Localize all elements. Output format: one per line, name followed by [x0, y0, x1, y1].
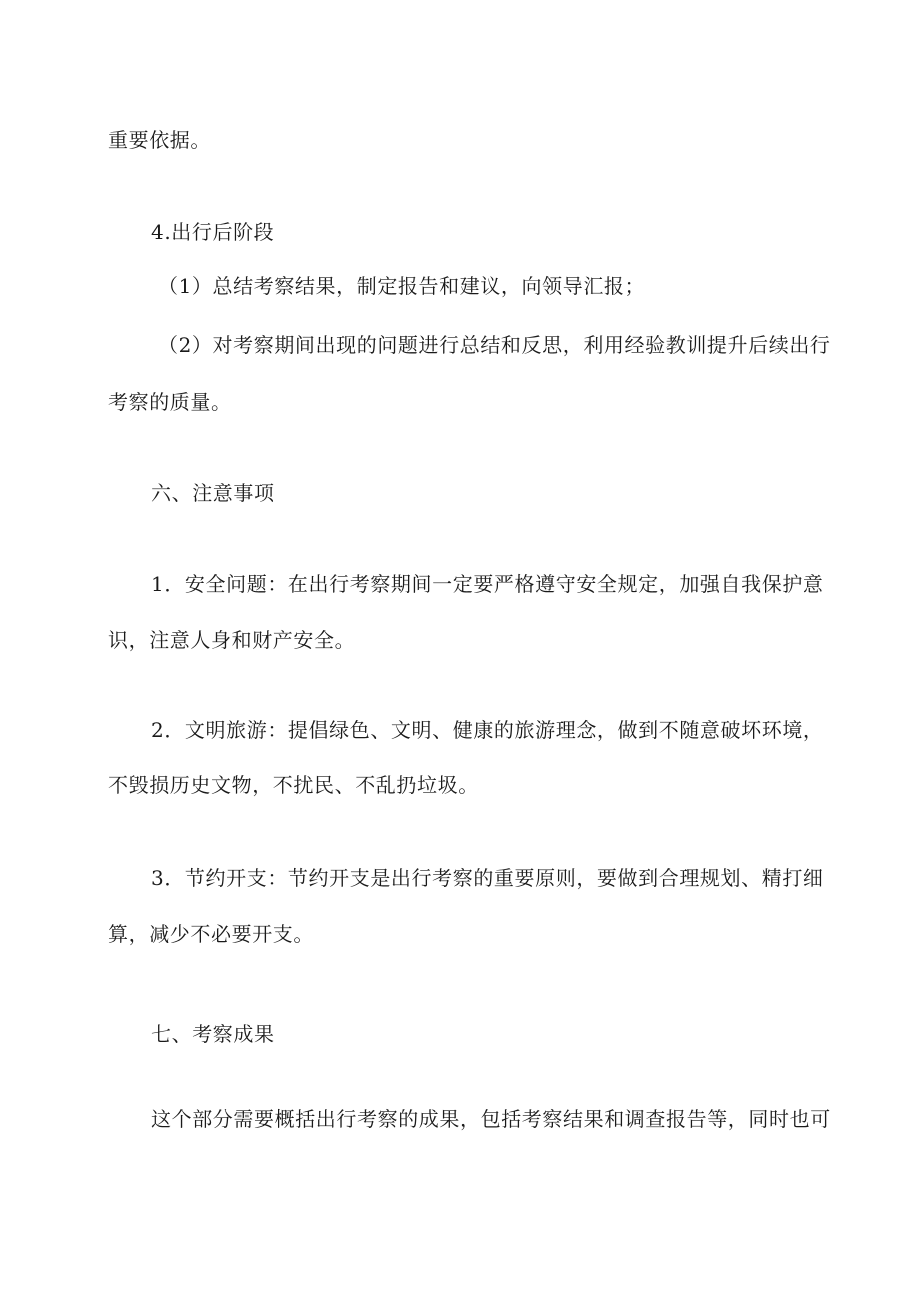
note-item-2: 2．文明旅游：提倡绿色、文明、健康的旅游理念，做到不随意破坏环境， [151, 718, 824, 742]
note-item-1-continuation: 识，注意人身和财产安全。 [108, 628, 356, 652]
section-heading-results: 七、考察成果 [151, 1022, 275, 1046]
note-item-2-continuation: 不毁损历史文物，不扰民、不乱扔垃圾。 [108, 773, 479, 797]
note-item-3-continuation: 算，减少不必要开支。 [108, 922, 314, 946]
note-item-3: 3．节约开支：节约开支是出行考察的重要原则，要做到合理规划、精打细 [151, 866, 824, 890]
paragraph-continuation: 重要依据。 [108, 128, 211, 152]
note-item-1: 1．安全问题：在出行考察期间一定要严格遵守安全规定，加强自我保护意 [151, 572, 824, 596]
list-item-2-continuation: 考察的质量。 [108, 390, 232, 414]
section-heading-notes: 六、注意事项 [151, 481, 275, 505]
list-item-2: （2）对考察期间出现的问题进行总结和反思，利用经验教训提升后续出行 [158, 333, 831, 357]
subsection-heading-after-trip: 4.出行后阶段 [151, 220, 275, 244]
list-item-1: （1）总结考察结果，制定报告和建议，向领导汇报； [158, 274, 646, 298]
results-paragraph: 这个部分需要概括出行考察的成果，包括考察结果和调查报告等，同时也可 [151, 1107, 831, 1131]
